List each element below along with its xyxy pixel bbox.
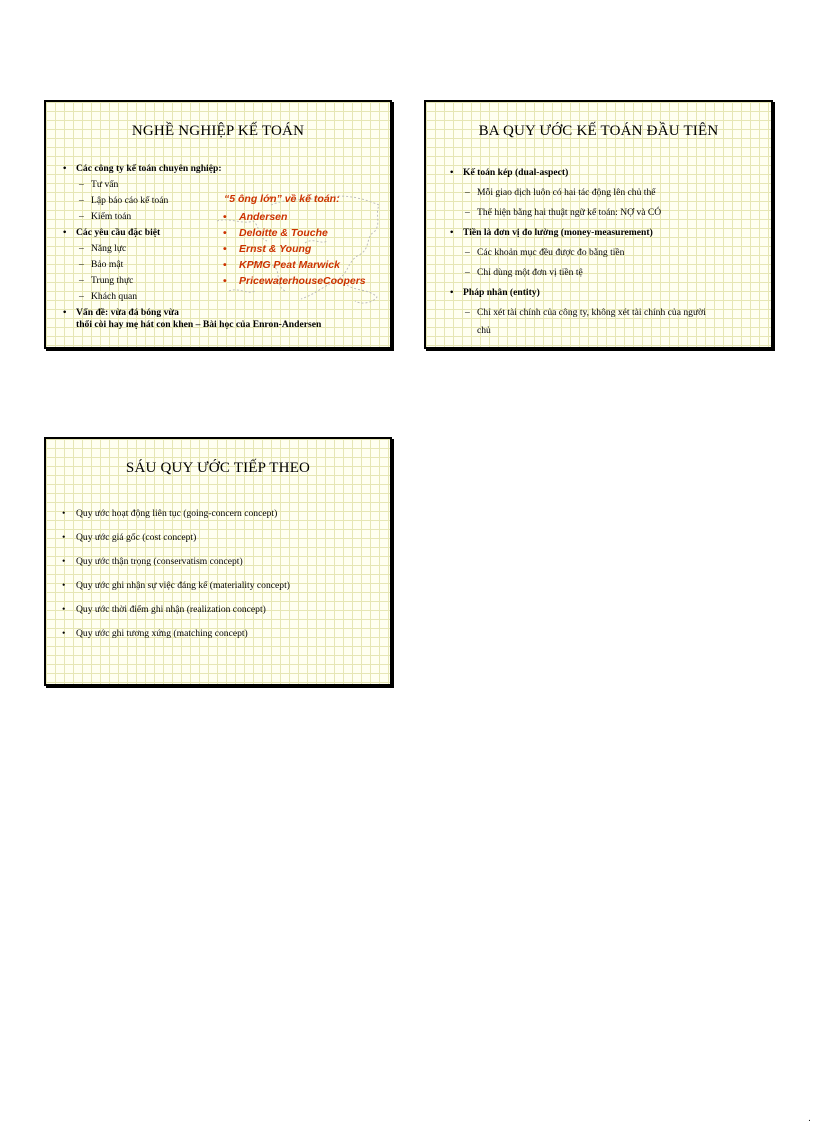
sub-bullet-item: – Năng lực <box>46 241 390 257</box>
dash-marker: – <box>465 267 470 278</box>
firm-item: • Deloitte & Touche <box>223 227 328 239</box>
dash-marker: – <box>79 179 84 190</box>
sub-bullet-item: – Chỉ xét tài chính của công ty, không xét tài chính của người <box>426 303 771 323</box>
bullet-item: • Kế toán kép (dual-aspect) <box>426 163 771 183</box>
sub-bullet-item: – Lập báo cáo kế toán <box>46 193 390 209</box>
firm-item: • PricewaterhouseCoopers <box>223 275 366 287</box>
bullet-item: • Quy ước giá gốc (cost concept) <box>46 526 390 550</box>
bullet-dot: • <box>63 307 67 318</box>
slide-ba-quy-uoc <box>424 100 773 349</box>
dash-marker: – <box>79 291 84 302</box>
bullet-list <box>46 502 390 646</box>
dash-marker: – <box>465 207 470 218</box>
bullet-dot: • <box>63 163 67 174</box>
dash-marker: – <box>465 247 470 258</box>
bullet-continuation: thổi còi hay mẹ hát con khen – Bài học của Enron-Andersen <box>76 319 322 330</box>
bullet-dot: • <box>62 556 66 567</box>
bullet-dot: • <box>63 227 67 238</box>
bullet-item: • Quy ước thận trọng (conservatism concept) <box>46 550 390 574</box>
slide-title: BA QUY ƯỚC KẾ TOÁN ĐẦU TIÊN <box>478 123 719 139</box>
dash-marker: – <box>465 307 470 318</box>
sub-bullet-item: – Bảo mật <box>46 257 390 273</box>
callout-title: “5 ông lớn” về kế toán: <box>224 193 340 205</box>
page-corner-mark: . <box>808 1114 811 1124</box>
bullet-item: • Quy ước ghi nhận sự việc đáng kể (materiality concept) <box>46 574 390 598</box>
bullet-dot: • <box>450 287 454 298</box>
bullet-dot: • <box>62 628 66 639</box>
bullet-dot: • <box>62 580 66 591</box>
sub-bullet-item: – Tư vấn <box>46 177 390 193</box>
slide-sau-quy-uoc <box>44 437 392 686</box>
bullet-item: • Quy ước ghi tương xứng (matching concept) <box>46 622 390 646</box>
bullet-item: • Các công ty kế toán chuyên nghiệp: <box>46 161 390 177</box>
sub-bullet-item: – Khách quan <box>46 289 390 305</box>
slide-nghe-nghiep-ke-toan <box>44 100 392 349</box>
bullet-dot: • <box>62 604 66 615</box>
dash-marker: – <box>465 187 470 198</box>
bullet-dot: • <box>450 167 454 178</box>
bullet-continuation: chủ <box>477 325 491 336</box>
sub-bullet-item: – Chỉ dùng một đơn vị tiền tệ <box>426 263 771 283</box>
dash-marker: – <box>79 275 84 286</box>
sub-bullet-item: – Thể hiện bằng hai thuật ngữ kế toán: NỢ và CÓ <box>426 203 771 223</box>
slide-title: NGHỀ NGHIỆP KẾ TOÁN <box>131 123 305 139</box>
bullet-item: • Vấn đề: vừa đá bóng vừa <box>46 305 390 321</box>
dash-marker: – <box>79 195 84 206</box>
big-five-callout <box>209 191 387 311</box>
sub-bullet-item: – Các khoản mục đều được đo bằng tiền <box>426 243 771 263</box>
sub-bullet-item: – Trung thực <box>46 273 390 289</box>
sub-bullet-item: – Kiểm toán <box>46 209 390 225</box>
bullet-item: • Tiền là đơn vị đo lường (money-measurement) <box>426 223 771 243</box>
bullet-list <box>426 163 771 341</box>
firm-item: • Ernst & Young <box>223 243 312 255</box>
sub-bullet-item: – Mỗi giao dịch luôn có hai tác động lên chủ thể <box>426 183 771 203</box>
bullet-dot: • <box>62 532 66 543</box>
bullet-item: • Các yêu cầu đặc biệt <box>46 225 390 241</box>
bullet-item: • Quy ước thời điểm ghi nhận (realization concept) <box>46 598 390 622</box>
big-five-list <box>223 209 366 289</box>
dash-marker: – <box>79 243 84 254</box>
bullet-dot: • <box>450 227 454 238</box>
dash-marker: – <box>79 211 84 222</box>
bullet-dot: • <box>62 508 66 519</box>
bullet-item: • Pháp nhân (entity) <box>426 283 771 303</box>
slide-title: SÁU QUY ƯỚC TIẾP THEO <box>125 460 311 476</box>
bullet-item: • Quy ước hoạt động liên tục (going-concern concept) <box>46 502 390 526</box>
dash-marker: – <box>79 259 84 270</box>
firm-item: • KPMG Peat Marwick <box>223 259 340 271</box>
firm-item: • Andersen <box>223 211 288 223</box>
